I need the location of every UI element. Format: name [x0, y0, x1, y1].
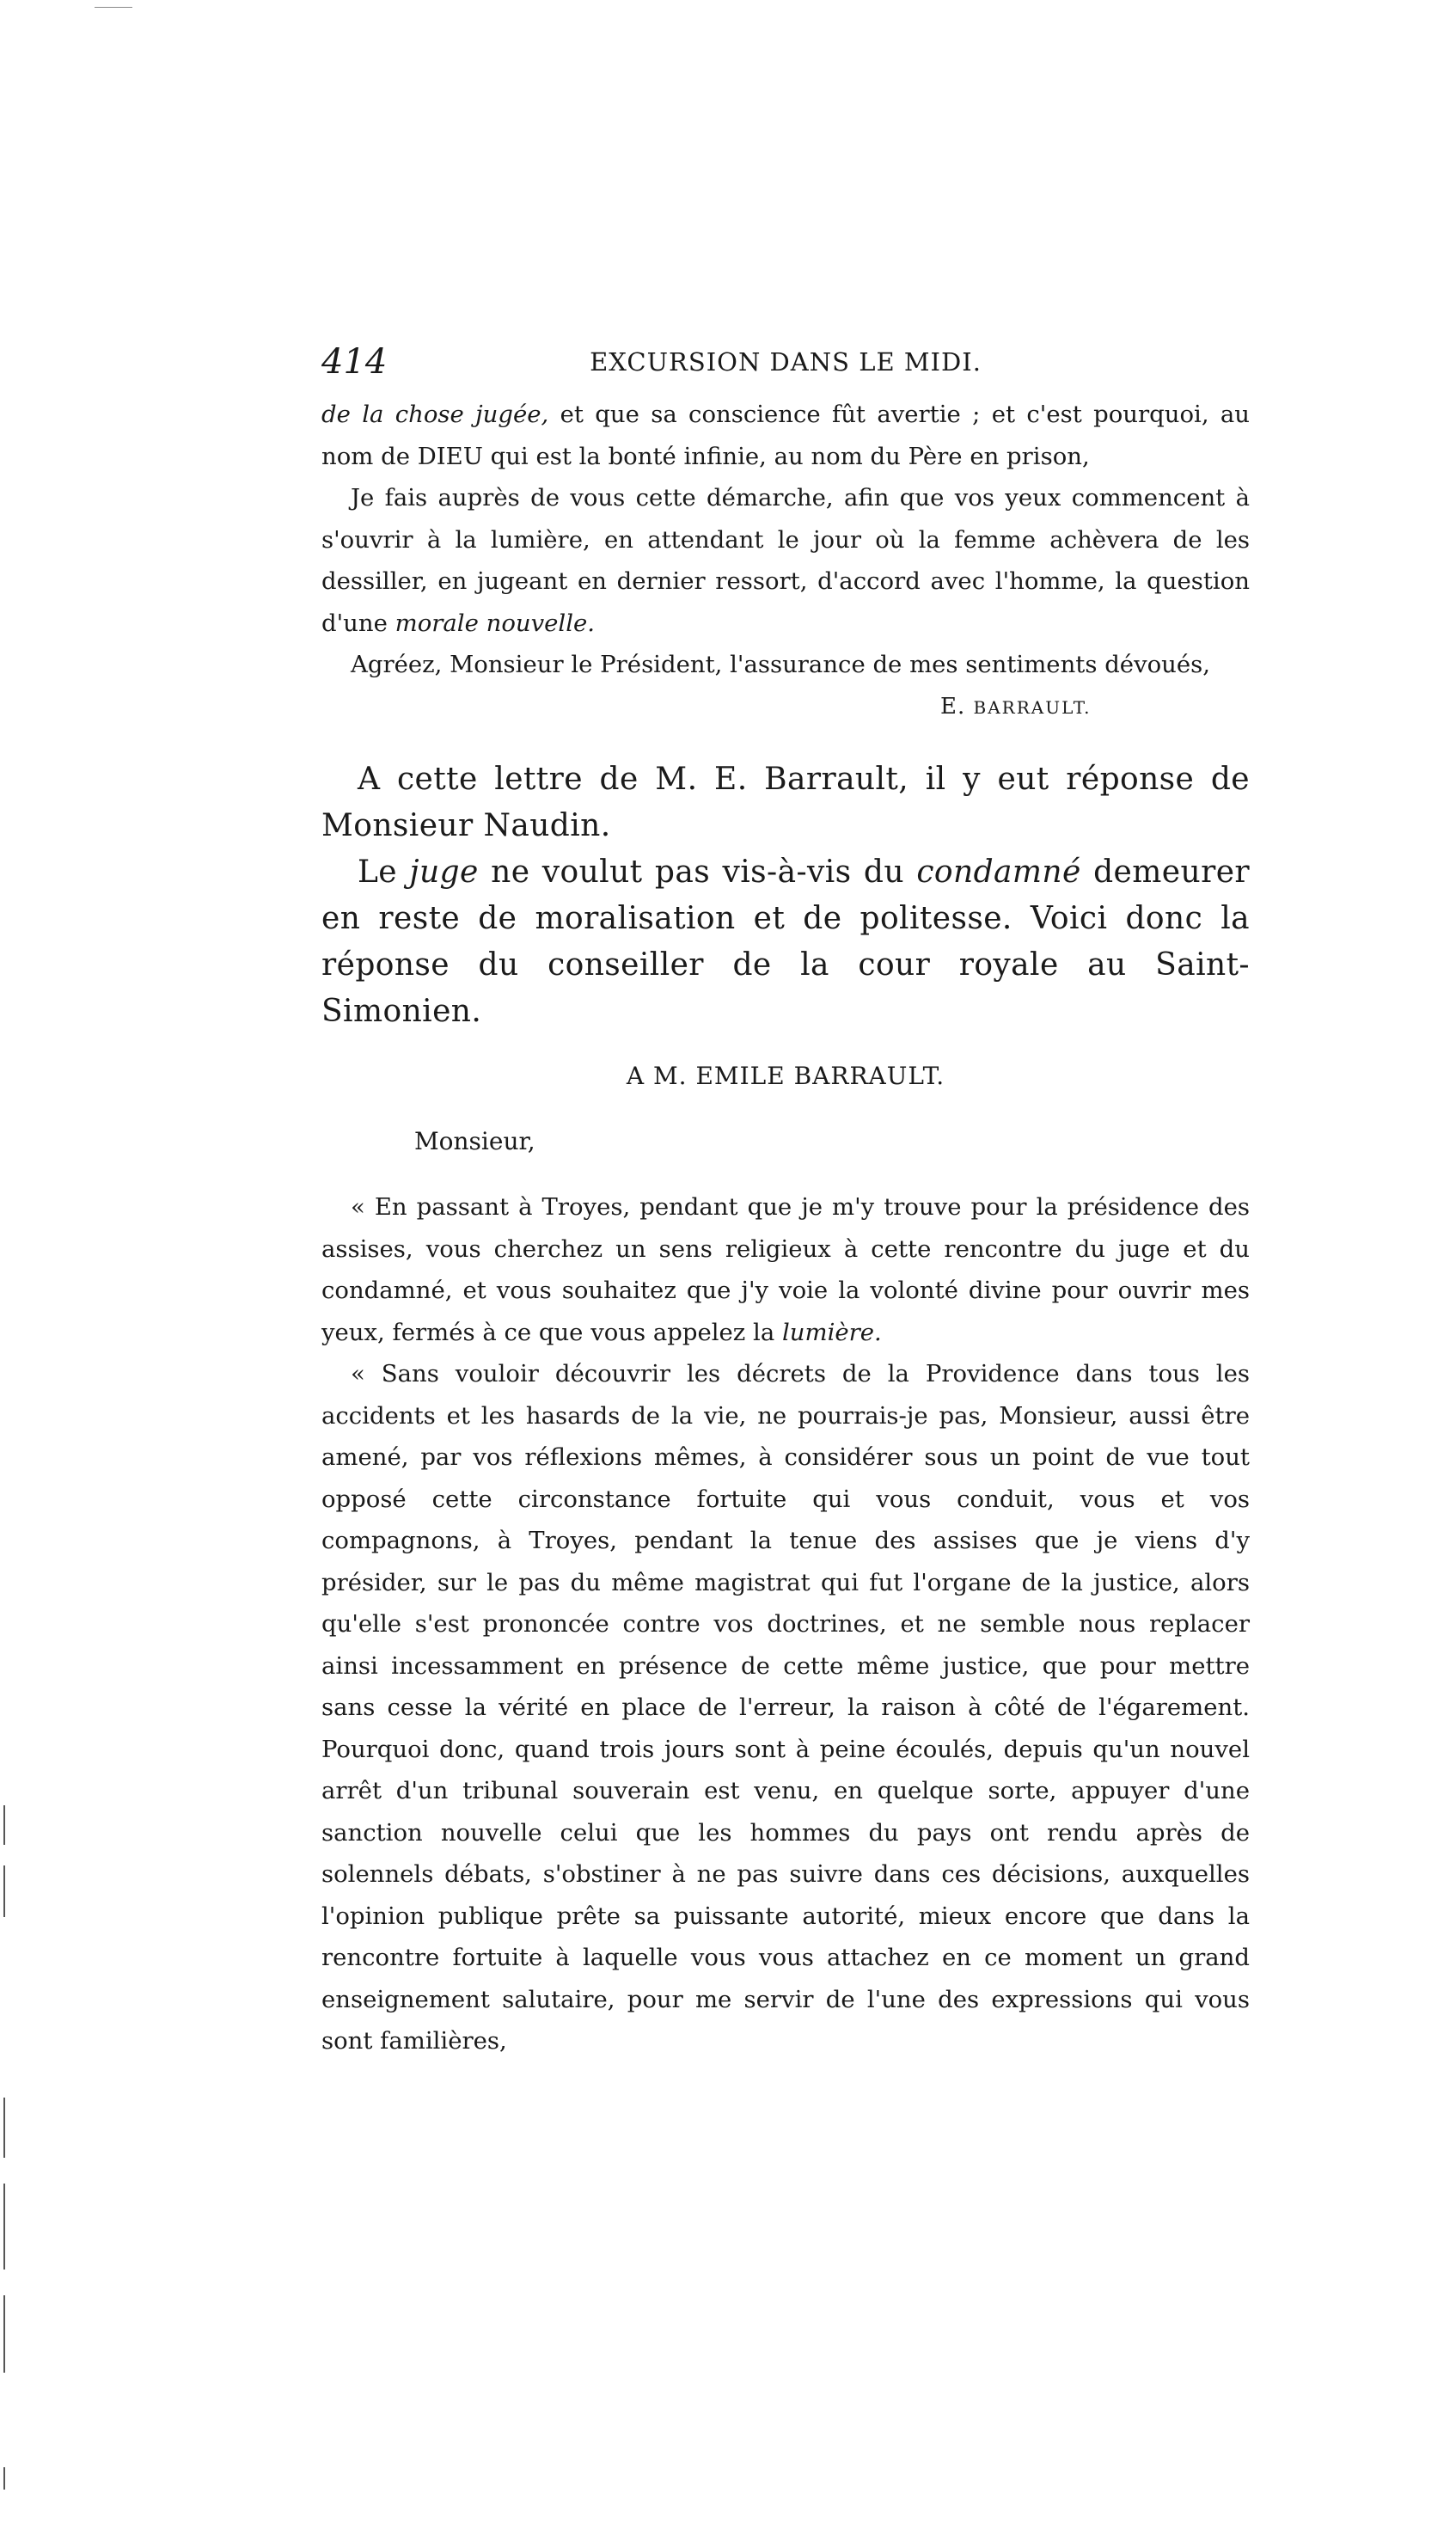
signature-name: BARRAULT.	[973, 696, 1092, 718]
letter-naudin	[321, 1056, 1250, 2062]
letter1-paragraph-1	[321, 394, 1250, 477]
letter2-address: A M. EMILE BARRAULT.	[626, 1062, 945, 1090]
narration-paragraph-2	[321, 849, 1250, 1035]
letter1-paragraph-3: Agréez, Monsieur le Président, l'assurance de mes sentiments dévoués,	[351, 651, 1211, 678]
letter2-paragraph-1	[321, 1186, 1250, 1353]
narration-p2-c: demeurer en reste de moralisation et de politesse. Voici donc la réponse du conseiller de la cour royale au Saint-Simonien.	[321, 855, 1251, 1029]
letter1-signature	[321, 686, 1250, 728]
narration-p2-a: Le	[358, 855, 410, 890]
letter1-p1-italic: de la chose jugée,	[321, 401, 549, 428]
narration	[321, 757, 1250, 1035]
letter1-p2-italic: morale nouvelle.	[395, 609, 596, 637]
letter1-paragraph-2	[321, 477, 1250, 644]
narration-p2-juge: juge	[409, 855, 479, 890]
letter2-paragraph-2: « Sans vouloir découvrir les décrets de la Providence dans tous les accidents et les hasards de la vie, ne pourrais-je pas, Monsieur, aussi être amené, par vos réflexions mêmes, à considérer sous un point de vue tout opposé cette circonstance fortuite qui vous conduit, vous et vos compagnons, à Troyes, pendant la tenue des assises que je viens d'y présider, sur le pas du même magistrat qui fut l'organe de la justice, alors qu'elle s'est prononcée contre vos doctrines, et ne semble nous replacer ainsi incessamment en présence de cette même justice, que pour mettre sans cesse la vérité en place de l'erreur, la raison à côté de l'égarement. Pourquoi donc, quand trois jours sont à peine écoulés, depuis qu'un nouvel arrêt d'un tribunal souverain est venu, en quelque sorte, appuyer d'une sanction nouvelle celui que les hommes du pays ont rendu après de solennels débats, s'obstiner à ne pas suivre dans ces décisions, auxquelles l'opinion publique prête sa puissante autorité, mieux encore que dans la rencontre fortuite à laquelle vous vous attachez en ce moment un grand enseignement salutaire, pour me servir de l'une des expressions qui vous sont familières,	[321, 1360, 1250, 2055]
running-head: EXCURSION DANS LE MIDI.	[590, 347, 982, 377]
letter2-p1-text: « En passant à Troyes, pendant que je m'y trouve pour la présidence des assises, vous cherchez un sens religieux à cette rencontre du juge et du condamné, et vous souhaitez que j'y voie la volonté divine pour ouvrir mes yeux, fermés à ce que vous appelez la	[321, 1193, 1250, 1346]
letter2-salutation: Monsieur,	[414, 1127, 535, 1155]
letter1-p1-text: et que sa conscience fût avertie ; et c'est pourquoi, au nom de DIEU qui est la bonté infinie, au nom du Père en prison,	[321, 401, 1251, 470]
signature-initial: E.	[940, 693, 966, 720]
page-number: 414	[321, 342, 388, 382]
narration-p2-b: ne voulut pas vis-à-vis du	[478, 855, 917, 890]
letter-barrault	[321, 394, 1250, 728]
narration-p2-condamne: condamné	[916, 855, 1081, 890]
page-header	[321, 342, 1250, 385]
letter1-p2-text: Je fais auprès de vous cette démarche, afin que vos yeux commencent à s'ouvrir à la lumière, en attendant le jour où la femme achèvera de les dessiller, en jugeant en dernier ressort, d'accord avec l'homme, la question d'une	[321, 484, 1250, 637]
letter2-p1-italic: lumière.	[781, 1318, 882, 1346]
scan-top-rule	[95, 7, 132, 8]
narration-paragraph-1: A cette lettre de M. E. Barrault, il y eut réponse de Monsieur Naudin.	[321, 762, 1250, 843]
